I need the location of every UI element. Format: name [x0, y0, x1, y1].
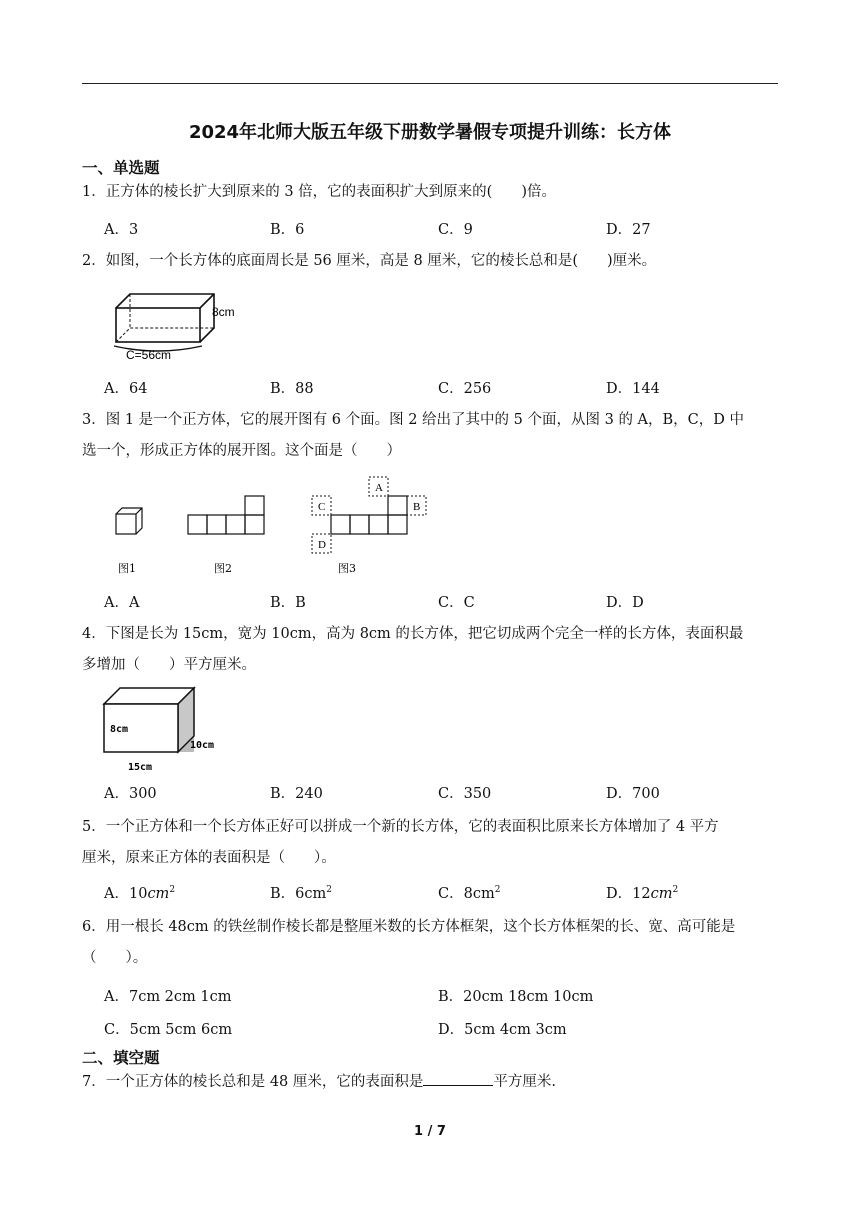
face-label-a: A — [375, 482, 383, 494]
option-c[interactable]: C．5cm 5cm 6cm — [104, 1022, 233, 1038]
header-rule — [82, 83, 778, 84]
page-title: 2024年北师大版五年级下册数学暑假专项提升训练：长方体 — [188, 122, 672, 143]
option-a[interactable]: A．64 — [104, 381, 148, 397]
page-number: 1 / 7 — [414, 1124, 446, 1139]
net-figure-2 — [188, 496, 264, 534]
perimeter-label: C=56cm — [126, 348, 172, 362]
question-6-text-line2: （ ）。 — [82, 950, 148, 966]
option-d[interactable]: D．27 — [606, 222, 651, 238]
question-6-options-row2 — [104, 1018, 784, 1040]
net-figure-3 — [331, 496, 407, 534]
question-5-text-line1: 5．一个正方体和一个长方体正好可以拼成一个新的长方体，它的表面积比原来长方体增加了 4 平方 — [82, 819, 719, 835]
cube-figure — [116, 508, 142, 534]
question-4-options — [104, 782, 784, 804]
option-c[interactable]: C．350 — [438, 786, 492, 802]
option-d[interactable]: D．700 — [606, 786, 660, 802]
question-4-text-line2: 多增加（ ）平方厘米。 — [82, 657, 256, 673]
option-b[interactable]: B．6 — [270, 222, 305, 238]
face-label-d: D — [318, 539, 326, 551]
face-label-c: C — [318, 501, 326, 513]
question-6-text-line1: 6．用一根长 48cm 的铁丝制作棱长都是整厘米数的长方体框架，这个长方体框架的长、宽、高可能是 — [82, 919, 736, 935]
question-4-text-line1: 4．下图是长为 15cm，宽为 10cm，高为 8cm 的长方体，把它切成两个完全一样的长方体，表面积最 — [82, 626, 744, 642]
question-1-options — [104, 218, 784, 240]
question-7-text: 7．一个正方体的棱长总和是 48 厘米，它的表面积是 平方厘米. — [82, 1067, 782, 1098]
option-a[interactable]: A．3 — [104, 222, 139, 238]
fig2-caption: 图2 — [214, 562, 232, 575]
question-6-options-row1 — [104, 985, 784, 1007]
length-label: 15cm — [128, 762, 153, 773]
option-b[interactable]: B．20cm 18cm 10cm — [438, 989, 594, 1005]
question-1-text: 1．正方体的棱长扩大到原来的 3 倍，它的表面积扩大到原来的( )倍。 — [82, 184, 556, 200]
question-3-text-line2: 选一个，形成正方体的展开图。这个面是（ ） — [82, 443, 401, 459]
width-label: 10cm — [190, 740, 215, 751]
question-4-figure — [100, 686, 230, 776]
question-3-figure — [108, 474, 438, 580]
question-3-text-line1: 3．图 1 是一个正方体，它的展开图有 6 个面。图 2 给出了其中的 5 个面，从图 3 的 A，B，C，D 中 — [82, 412, 745, 428]
option-d[interactable]: D．$12cm^2$ — [606, 885, 679, 902]
question-5-options — [104, 882, 784, 904]
option-d[interactable]: D．5cm 4cm 3cm — [438, 1022, 567, 1038]
option-a[interactable]: A．7cm 2cm 1cm — [104, 989, 232, 1005]
question-5-text-line2: 厘米，原来正方体的表面积是（ ）。 — [82, 850, 336, 866]
option-c[interactable]: C．$8cm^2$ — [438, 885, 501, 902]
option-d[interactable]: D．144 — [606, 381, 660, 397]
option-a[interactable]: A．A — [104, 595, 140, 611]
option-c[interactable]: C．9 — [438, 222, 473, 238]
option-b[interactable]: B．$6cm^2$ — [270, 885, 332, 902]
question-2-text: 2．如图，一个长方体的底面周长是 56 厘米，高是 8 厘米，它的棱长总和是( )厘米。 — [82, 253, 657, 269]
option-a[interactable]: A．$10cm^2$ — [104, 885, 176, 902]
cuboid-diagram — [108, 284, 268, 364]
fig3-caption: 图3 — [338, 562, 356, 575]
section-heading-single-choice: 一、单选题 — [82, 159, 160, 177]
answer-blank[interactable] — [423, 1071, 493, 1086]
cuboid-diagram — [100, 686, 230, 776]
height-label: 8cm — [212, 305, 235, 319]
option-d[interactable]: D．D — [606, 595, 644, 611]
height-label: 8cm — [110, 724, 129, 735]
option-b[interactable]: B．B — [270, 595, 306, 611]
option-c[interactable]: C．C — [438, 595, 475, 611]
fig1-caption: 图1 — [118, 562, 136, 575]
cube-net-diagram — [108, 474, 438, 580]
option-a[interactable]: A．300 — [104, 786, 157, 802]
question-2-figure — [108, 284, 268, 364]
question-3-options — [104, 591, 784, 613]
question-2-options — [104, 377, 784, 399]
face-label-b: B — [413, 501, 421, 513]
option-c[interactable]: C．256 — [438, 381, 492, 397]
option-b[interactable]: B．88 — [270, 381, 314, 397]
option-b[interactable]: B．240 — [270, 786, 323, 802]
section-heading-fill-blank: 二、填空题 — [82, 1049, 160, 1067]
